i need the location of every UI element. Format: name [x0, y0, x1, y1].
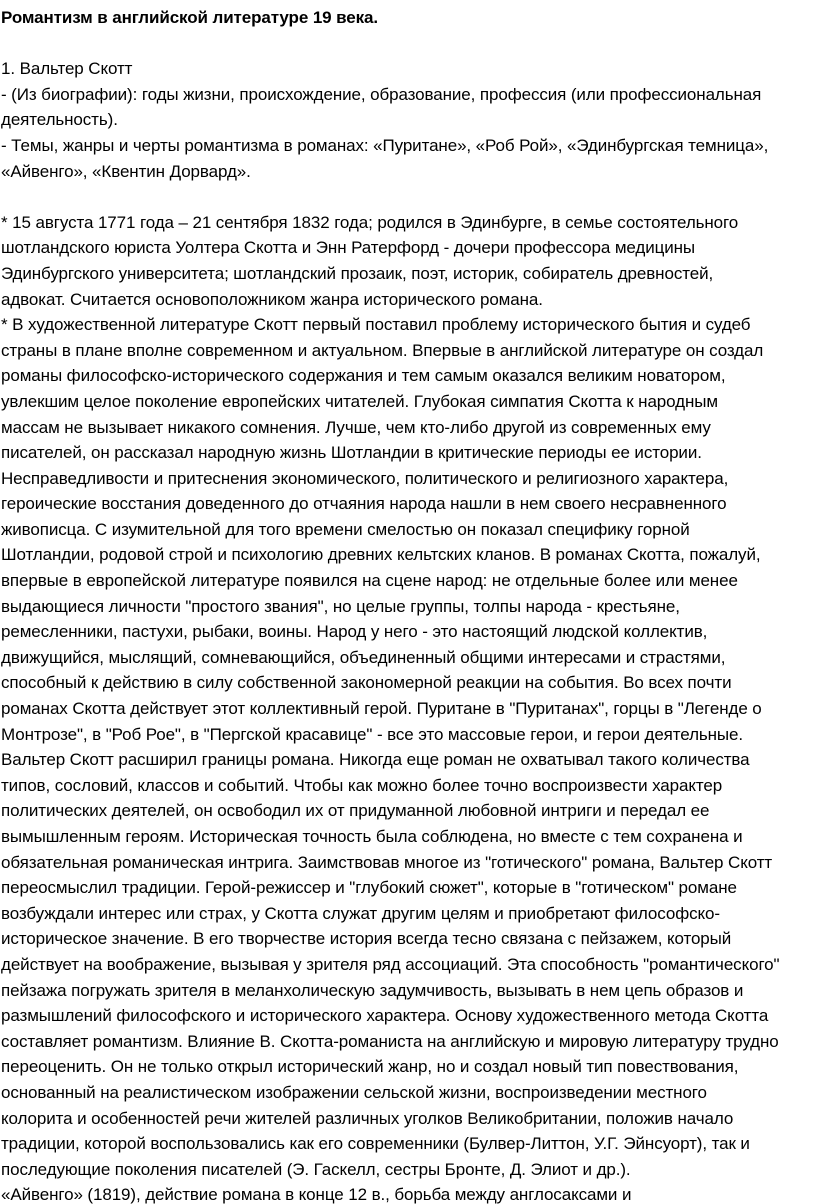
plan-line: «Айвенго», «Квентин Дорвард».: [1, 161, 251, 181]
body-line: страны в плане вполне современном и актуальном. Впервые в английской литературе он создал: [1, 340, 764, 360]
body-line: Несправедливости и притеснения экономического, политического и религиозного характера,: [1, 468, 729, 488]
body-line: «Айвенго» (1819), действие романа в конце 12 в., борьба между англосаксами и: [1, 1185, 632, 1204]
document-content: [1, 5, 813, 1204]
body-line: увлекшим целое поколение европейских читателей. Глубокая симпатия Скотта к народным: [1, 391, 718, 411]
body-line: типов, сословий, классов и событий. Чтобы как можно более точно воспроизвести характер: [1, 775, 723, 795]
body-line: обязательная романическая интрига. Заимствовав многое из "готического" романа, Вальтер Скотт: [1, 852, 773, 872]
body-line: романах Скотта действует этот коллективный герой. Пуритане в "Пуританах", горцы в "Легенде о: [1, 699, 762, 719]
body-line: последующие поколения писателей (Э. Гаскелл, сестры Бронте, Д. Элиот и др.).: [1, 1159, 631, 1179]
body-line: массам не вызывает никакого сомнения. Лучше, чем кто-либо другой из современных ему: [1, 417, 711, 437]
body-line: традиции, которой воспользовались как его современники (Булвер-Литтон, У.Г. Эйнсуорт), так и: [1, 1134, 750, 1154]
body-line: впервые в европейской литературе появился на сцене народ: не отдельные более или менее: [1, 571, 738, 591]
plan-line: деятельность).: [1, 110, 118, 130]
document-title: Романтизм в английской литературе 19 века.: [1, 8, 379, 27]
body-line: Шотландии, родовой строй и психологию древних кельтских кланов. В романах Скотта, пожалуй,: [1, 545, 761, 565]
body-line: * В художественной литературе Скотт первый поставил проблему исторического бытия и судеб: [1, 315, 751, 335]
plan-line: - (Из биографии): годы жизни, происхождение, образование, профессия (или профессиональная: [1, 84, 762, 104]
body-line: ремесленники, пастухи, рыбаки, воины. Народ у него - это настоящий людской коллектив,: [1, 622, 708, 642]
body-line: адвокат. Считается основоположником жанра исторического романа.: [1, 289, 543, 309]
body-line: героические восстания доведенного до отчаяния народа нашли в нем своего несравненного: [1, 494, 727, 514]
body-line: Эдинбургского университета; шотландский прозаик, поэт, историк, собиратель древностей,: [1, 263, 714, 283]
body-line: историческое значение. В его творчестве история всегда тесно связана с пейзажем, который: [1, 929, 732, 949]
body-line: переосмыслил традиции. Герой-режиссер и "глубокий сюжет", которые в "готическом" романе: [1, 878, 737, 898]
body-section: [1, 210, 813, 1204]
plan-line: - Темы, жанры и черты романтизма в романах: «Пуритане», «Роб Рой», «Эдинбургская темница»,: [1, 135, 769, 155]
body-line: шотландского юриста Уолтера Скотта и Энн Ратерфорд - дочери профессора медицины: [1, 238, 696, 258]
blank-line: [1, 31, 813, 57]
body-line: основанный на реалистическом изображении сельской жизни, воспроизведении местного: [1, 1082, 707, 1102]
body-line: Монтрозе", в "Роб Рое", в "Пергской красавице" - все это массовые герои, и герои деятельные.: [1, 724, 744, 744]
body-line: действует на воображение, вызывая у зрителя ряд ассоциаций. Эта способность "романтического": [1, 954, 780, 974]
body-line: размышлений философского и исторического характера. Основу художественного метода Скотта: [1, 1006, 769, 1026]
body-line: писателей, он рассказал народную жизнь Шотландии в критические периоды ее истории.: [1, 443, 702, 463]
body-line: политических деятелей, он освободил их от придуманной любовной интриги и передал ее: [1, 801, 710, 821]
body-line: пейзажа погружать зрителя в меланхолическую задумчивость, вызывать в нем цепь образов и: [1, 980, 744, 1000]
body-line: Вальтер Скотт расширил границы романа. Никогда еще роман не охватывал такого количества: [1, 750, 750, 770]
plan-section: [1, 56, 813, 184]
body-line: составляет романтизм. Влияние В. Скотта-романиста на английскую и мировую литературу трудно: [1, 1031, 779, 1051]
body-line: колорита и особенностей речи жителей различных уголков Великобритании, положив начало: [1, 1108, 734, 1128]
body-line: * 15 августа 1771 года – 21 сентября 1832 года; родился в Эдинбурге, в семье состоятельного: [1, 212, 739, 232]
blank-line: [1, 184, 813, 210]
body-line: движущийся, мыслящий, сомневающийся, объединенный общими интересами и страстями,: [1, 647, 726, 667]
body-line: переоценить. Он не только открыл исторический жанр, но и создал новый тип повествования,: [1, 1057, 739, 1077]
body-line: вымышленным героям. Историческая точность была соблюдена, но вместе с тем сохранена и: [1, 827, 743, 846]
body-line: выдающиеся личности "простого звания", но целые группы, толпы народа - крестьяне,: [1, 596, 680, 616]
body-line: живописца. С изумительной для того времени смелостью он показал специфику горной: [1, 519, 690, 539]
body-line: способный к действию в силу собственной закономерной реакции на события. Во всех почти: [1, 673, 732, 693]
body-line: возбуждали интерес или страх, у Скотта служат другим целям и приобретают философско-: [1, 903, 720, 923]
plan-line: 1. Вальтер Скотт: [1, 59, 133, 79]
body-line: романы философско-исторического содержания и тем самым оказался великим новатором,: [1, 366, 726, 386]
